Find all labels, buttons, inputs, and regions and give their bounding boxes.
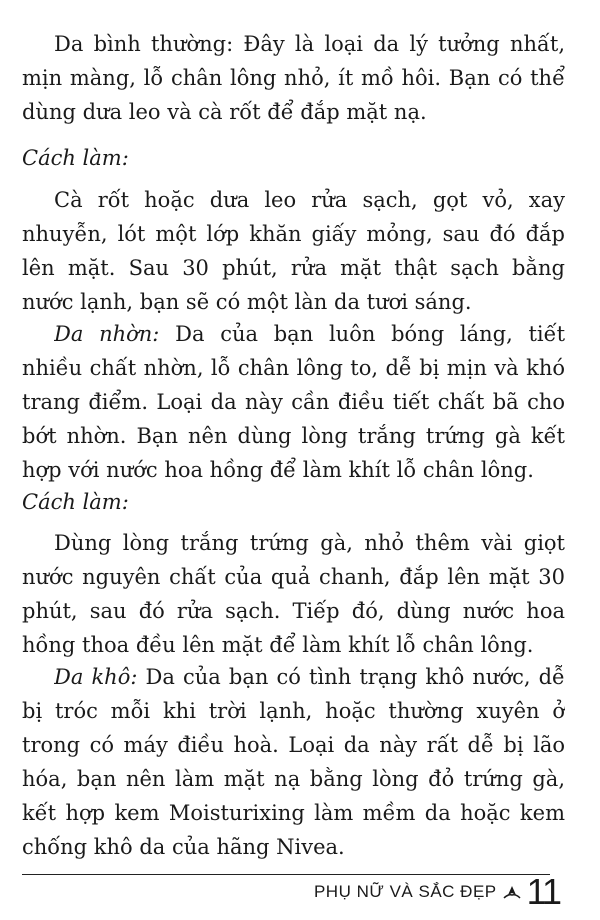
body-text: Da của bạn luôn bóng láng, tiết [159,322,565,346]
body-line-with-term [54,660,565,694]
body-line: nước lạnh, bạn sẽ có một làn da tươi sáng. [22,290,472,314]
body-line: bớt nhờn. Bạn nên dùng lòng trắng trứng gà kết [22,424,565,448]
body-line: kết hợp kem Moisturixing làm mềm da hoặc kem [22,801,565,825]
body-line: mịn màng, lỗ chân lông nhỏ, ít mồ hôi. Bạn có thể [22,66,565,90]
body-line: hợp với nước hoa hồng để làm khít lỗ chân lông. [22,458,534,482]
body-line: bị tróc mỗi khi trời lạnh, hoặc thường xuyên ở [22,699,565,723]
body-line: hóa, bạn nên làm mặt nạ bằng lòng đỏ trứng gà, [22,767,565,791]
body-text: Da của bạn có tình trạng khô nước, dễ [137,665,565,689]
body-line: chống khô da của hãng Nivea. [22,835,345,859]
flower-ornament-icon [503,885,521,899]
section-heading: Cách làm: [22,146,129,170]
body-line: Da bình thường: Đây là loại da lý tưởng nhất, [54,32,565,56]
body-line: phút, sau đó rửa sạch. Tiếp đó, dùng nước hoa [22,599,565,623]
running-footer-title: PHỤ NỮ VÀ SẮC ĐẸP [313,882,497,901]
body-line: Cà rốt hoặc dưa leo rửa sạch, gọt vỏ, xay [54,188,565,212]
body-line: trang điểm. Loại da này cần điều tiết chất bã cho [22,390,565,414]
body-line: trong có máy điều hoà. Loại da này rất dễ bị lão [22,733,565,757]
body-line: nước nguyên chất của quả chanh, đắp lên mặt 30 [22,565,565,589]
body-line: nhiều chất nhờn, lỗ chân lông to, dễ bị mịn và khó [22,356,565,380]
skin-type-term: Da nhờn: [54,322,160,346]
page-number: 11 [526,871,560,912]
body-line: hồng thoa đều lên mặt để làm khít lỗ chân lông. [22,633,534,657]
body-line-with-term [54,317,565,351]
skin-type-term: Da khô: [54,665,138,689]
body-line: nhuyễn, lót một lớp khăn giấy mỏng, sau đó đắp [22,222,565,246]
body-line: dùng dưa leo và cà rốt để đắp mặt nạ. [22,100,427,124]
section-heading: Cách làm: [22,490,129,514]
page-footer [300,870,560,914]
body-line: lên mặt. Sau 30 phút, rửa mặt thật sạch bằng [22,256,565,280]
body-line: Dùng lòng trắng trứng gà, nhỏ thêm vài giọt [54,531,565,555]
